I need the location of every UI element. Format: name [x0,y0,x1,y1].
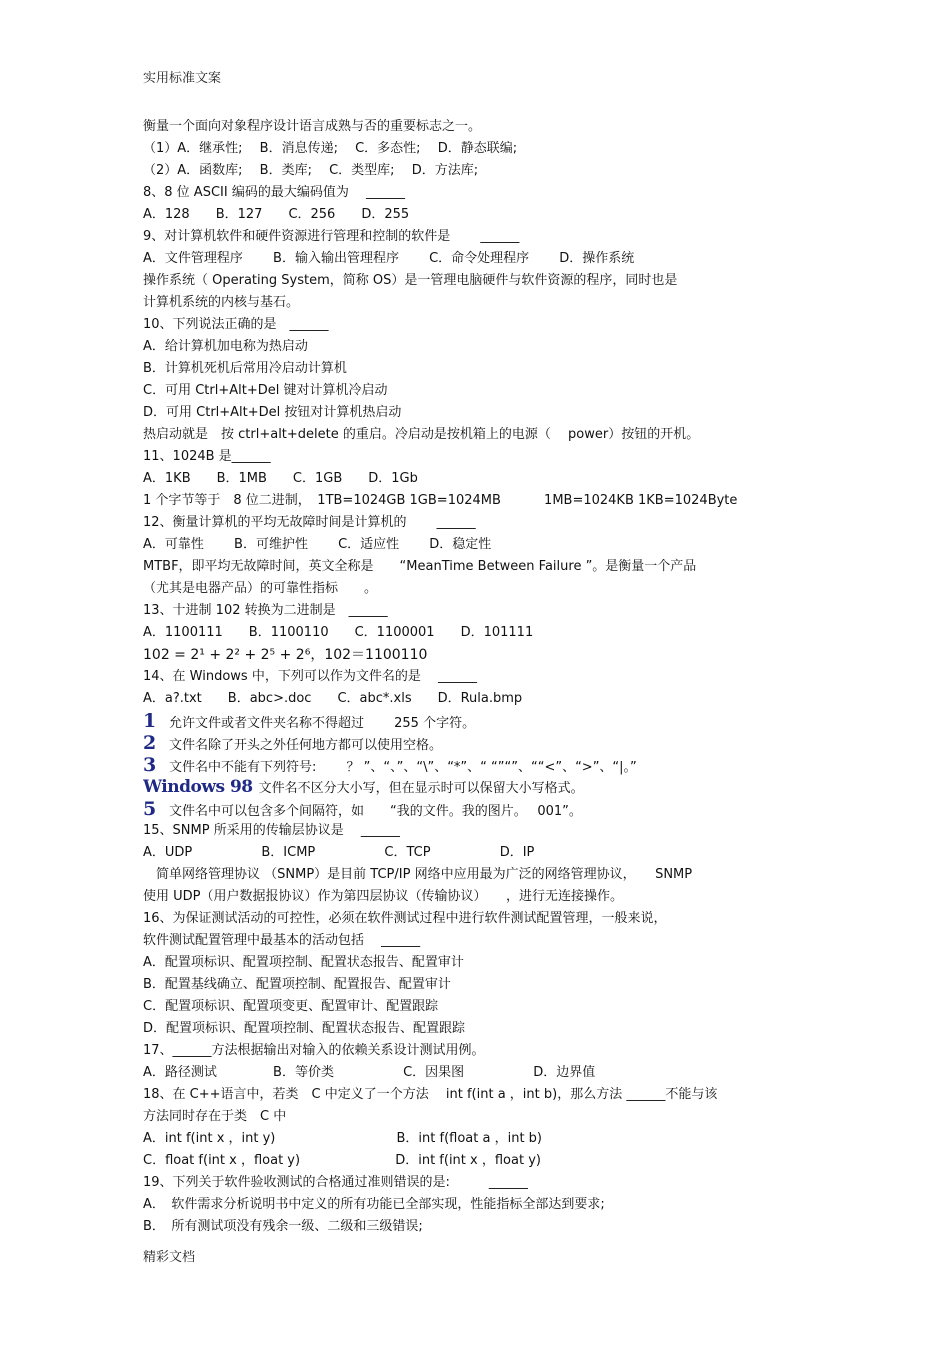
page-footer: 精彩文档 [143,1250,196,1265]
text-line: A．int f(int x ，int y) B．int f(float a ，int b) [143,1131,542,1146]
text-line: 13、十进制 102 转换为二进制是 ______ [143,603,388,618]
text-line: 方法同时存在于类 C 中 [143,1109,287,1124]
list-number: 3 [143,754,157,776]
list-number: 1 [143,710,157,732]
list-number: 2 [143,732,157,754]
numbered-item [143,798,808,820]
text-line: B． 所有测试项没有残余一级、二级和三级错误; [143,1219,423,1234]
text-line: 操作系统（ Operating System，简称 OS）是一管理电脑硬件与软件资源的程序，同时也是 [143,273,678,288]
text-line: 使用 UDP（用户数据报协议）作为第四层协议（传输协议） ，进行无连接操作。 [143,889,623,904]
text-line: 11、1024B 是______ [143,449,271,464]
text-line: B．计算机死机后常用冷启动计算机 [143,361,347,376]
numbered-item [143,732,808,754]
numbered-item [143,710,808,732]
text-line: 软件测试配置管理中最基本的活动包括 ______ [143,933,421,948]
text-line: 19、下列关于软件验收测试的合格通过准则错误的是: ______ [143,1175,528,1190]
text-line: A．给计算机加电称为热启动 [143,339,308,354]
text-line: （尤其是电器产品）的可靠性指标 。 [143,581,378,596]
text-line: （1）A．继承性; B．消息传递; C．多态性; D．静态联编; [143,141,518,156]
text-line: 16、为保证测试活动的可控性，必须在软件测试过程中进行软件测试配置管理，一般来说， [143,911,667,926]
text-line: 18、在 C++语言中，若类 C 中定义了一个方法 int f(int a ，int b)，那么方法 ______不能与该 [143,1087,718,1102]
item-text: 文件名不区分大小写，但在显示时可以保留大小写格式。 [258,781,584,796]
document-body [143,116,808,1238]
text-line: 8、8 位 ASCII 编码的最大编码值为 ______ [143,185,405,200]
text-line: A．可靠性 B．可维护性 C．适应性 D．稳定性 [143,537,492,552]
text-line: C．配置项标识、配置项变更、配置审计、配置跟踪 [143,999,439,1014]
text-line: B．配置基线确立、配置项控制、配置报告、配置审计 [143,977,451,992]
text-line: D．可用 Ctrl+Alt+Del 按钮对计算机热启动 [143,405,402,420]
text-line: 1 个字节等于 8 位二进制， 1TB=1024GB 1GB=1024MB 1MB=1024KB 1KB=1024Byte [143,493,738,508]
formula-line: 102 = 2¹ + 2² + 2⁵ + 2⁶，102＝1100110 [143,647,428,663]
numbered-item [143,776,808,798]
item-text: 文件名除了开头之外任何地方都可以使用空格。 [169,738,443,753]
text-line: 衡量一个面向对象程序设计语言成熟与否的重要标志之一。 [143,119,482,134]
text-line: C．可用 Ctrl+Alt+Del 键对计算机冷启动 [143,383,388,398]
text-line: MTBF，即平均无故障时间，英文全称是 “MeanTime Between Failure ”。是衡量一个产品 [143,559,697,574]
text-line: 9、对计算机软件和硬件资源进行管理和控制的软件是 ______ [143,229,520,244]
text-line: 10、下列说法正确的是 ______ [143,317,329,332]
text-line: A．路径测试 B．等价类 C．因果图 D．边界值 [143,1065,596,1080]
numbered-item [143,754,808,776]
text-line: A．1KB B．1MB C．1GB D．1Gb [143,471,418,486]
text-line: A．1100111 B．1100110 C．1100001 D．101111 [143,625,534,640]
text-line: 14、在 Windows 中，下列可以作为文件名的是 ______ [143,669,477,684]
text-line: 15、SNMP 所采用的传输层协议是 ______ [143,823,400,838]
text-line: A． 软件需求分析说明书中定义的所有功能已全部实现，性能指标全部达到要求; [143,1197,605,1212]
list-number: Windows 98 [143,777,253,797]
text-line: A．文件管理程序 B．输入输出管理程序 C．命令处理程序 D．操作系统 [143,251,635,266]
text-line: A．配置项标识、配置项控制、配置状态报告、配置审计 [143,955,464,970]
text-line: 17、______方法根据输出对输入的依赖关系设计测试用例。 [143,1043,485,1058]
text-line: （2）A．函数库; B．类库; C．类型库; D．方法库; [143,163,479,178]
page-header: 实用标准文案 [143,71,222,86]
text-line: 热启动就是 按 ctrl+alt+delete 的重启。冷启动是按机箱上的电源（ power）按钮的开机。 [143,427,700,442]
text-line: A．UDP B．ICMP C．TCP D．IP [143,845,535,860]
text-line: 简单网络管理协议 （SNMP）是目前 TCP/IP 网络中应用最为广泛的网络管理协议， SNMP [143,867,693,882]
text-line: 计算机系统的内核与基石。 [143,295,300,310]
item-text: 允许文件或者文件夹名称不得超过 255 个字符。 [169,716,476,731]
item-text: 文件名中不能有下列符号: ？ ”、“、”、“\”、“*”、“ “”“”、““<”、“>”、“|。” [169,760,637,775]
item-text: 文件名中可以包含多个间隔符，如 “我的文件。我的图片。 001”。 [169,804,582,819]
text-line: 12、衡量计算机的平均无故障时间是计算机的 ______ [143,515,476,530]
text-line: C．float f(int x ，float y) D．int f(int x ，float y) [143,1153,541,1168]
text-line: A．a?.txt B．abc>.doc C．abc*.xls D．Rula.bmp [143,691,523,706]
list-number: 5 [143,798,157,820]
text-line: D．配置项标识、配置项控制、配置状态报告、配置跟踪 [143,1021,466,1036]
text-line: A．128 B．127 C．256 D．255 [143,207,410,222]
